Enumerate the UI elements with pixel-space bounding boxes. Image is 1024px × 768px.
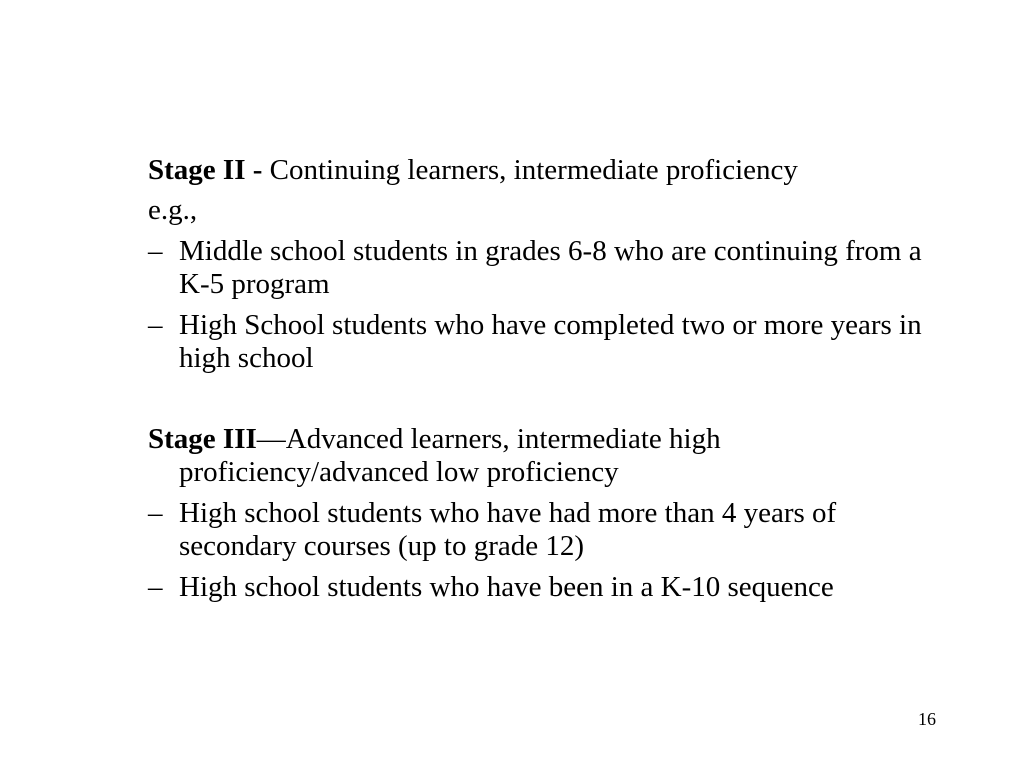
bullet-dash: – (148, 235, 163, 267)
stage3-bullet-2-text: High school students who have been in a K-10 sequence (179, 571, 834, 603)
stage3-description: —Advanced learners, intermediate high proficiency/advanced low proficiency (179, 423, 721, 488)
slide-body (148, 154, 948, 604)
page-number: 16 (918, 709, 936, 729)
stage2-bullet-2-text: High School students who have completed two or more years in high school (179, 309, 922, 374)
stage2-bullet-1 (148, 235, 948, 301)
stage3-bullet-2 (148, 571, 948, 604)
stage3-heading: Stage III (148, 423, 257, 455)
stage3-line (148, 423, 948, 489)
stage2-description: Continuing learners, intermediate proficiency (262, 154, 798, 186)
stage2-bullet-1-text: Middle school students in grades 6-8 who are continuing from a K-5 program (179, 235, 922, 300)
stage3-bullet-1 (148, 497, 948, 563)
stage3-bullet-1-text: High school students who have had more than 4 years of secondary courses (up to grade 12) (179, 497, 837, 562)
stage2-heading: Stage II - (148, 154, 263, 186)
stage2-bullet-2 (148, 309, 948, 375)
stage2-eg: e.g., (148, 194, 198, 226)
bullet-dash: – (148, 497, 163, 529)
stage2-line (148, 154, 948, 187)
bullet-dash: – (148, 309, 163, 341)
bullet-dash: – (148, 571, 163, 603)
